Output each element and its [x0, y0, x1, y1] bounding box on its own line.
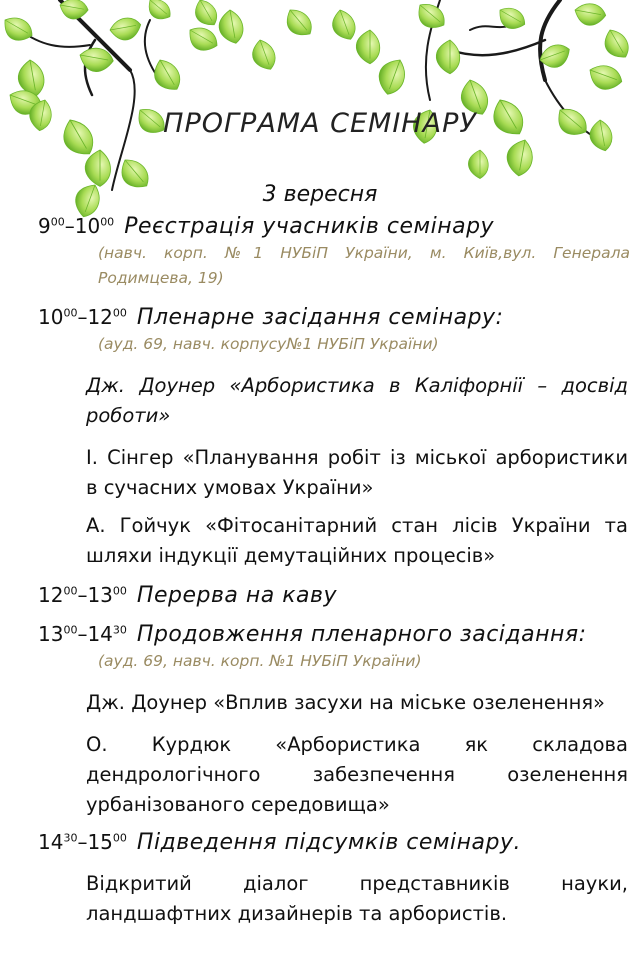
- seminar-date: 3 вересня: [262, 182, 378, 207]
- session-plenary: [0, 305, 640, 357]
- page-title: ПРОГРАМА СЕМІНАРУ: [163, 108, 477, 139]
- session-location: (ауд. 69, навч. корпусу№1 НУБіП України): [98, 335, 439, 353]
- session-time: $12^{00}-13^{00}$: [38, 583, 127, 607]
- session-title: Продовження пленарного засідання:: [136, 622, 587, 647]
- talk-item: І. Сінгер «Планування робіт із міської арбористики в сучасних умовах України»: [86, 446, 628, 499]
- talk-item: А. Гойчук «Фітосанітарний стан лісів України та шляхи індукції демутаційних процесів»: [86, 514, 628, 567]
- talk-item: Дж. Доунер «Вплив засухи на міське озеленення»: [86, 691, 605, 714]
- session-title: Реєстрація учасників семінару: [124, 214, 495, 239]
- session-title: Пленарне засідання семінару:: [136, 305, 504, 330]
- talk-item: Відкритий діалог представників науки, ландшафтних дизайнерів та арбористів.: [86, 872, 628, 925]
- session-time: $9^{00}-10^{00}$: [38, 214, 115, 238]
- talk-item: О. Курдюк «Арбористика як складова дендрологічного забезпечення озеленення урбанізованого середовища»: [86, 733, 628, 816]
- talk-item: Дж. Доунер «Арбористика в Каліфорнії – досвід роботи»: [86, 374, 628, 427]
- session-time: $10^{00}-12^{00}$: [38, 305, 127, 329]
- program-schedule: [0, 214, 640, 929]
- session-coffee-break: [0, 583, 640, 608]
- session-title: Підведення підсумків семінару.: [136, 830, 521, 855]
- session-location: (ауд. 69, навч. корп. №1 НУБіП України): [98, 652, 422, 670]
- session-time: $14^{30}-15^{00}$: [38, 830, 127, 854]
- session-plenary-continued: [0, 622, 640, 674]
- session-location: (навч. корп. №1 НУБіП України, м. Київ,вул. Генерала Родимцева, 19): [98, 244, 630, 287]
- session-title: Перерва на каву: [136, 583, 338, 608]
- session-summary: [0, 830, 640, 855]
- session-registration: [0, 214, 640, 291]
- session-time: $13^{00}-14^{30}$: [38, 622, 127, 646]
